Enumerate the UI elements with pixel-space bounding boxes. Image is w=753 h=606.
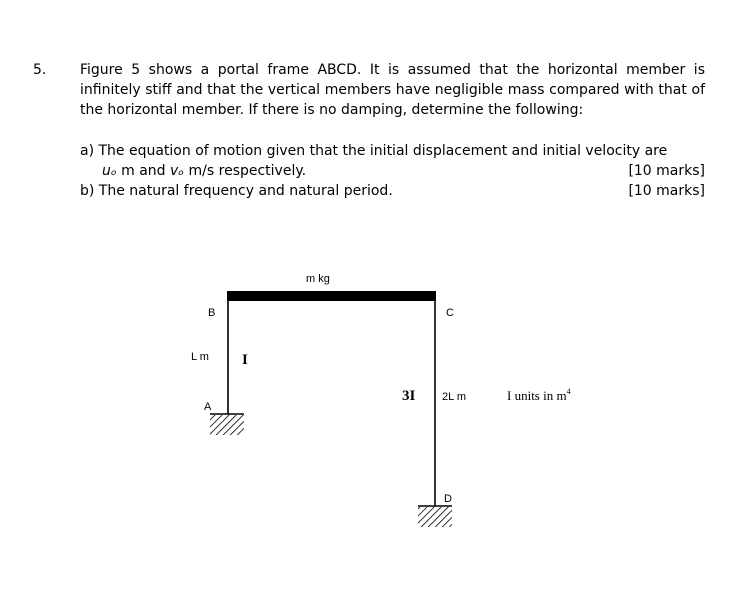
initial-displacement-symbol: uₒ (102, 163, 117, 179)
part-b-marks: [10 marks] (628, 183, 705, 199)
fixed-support-d (418, 506, 452, 527)
initial-velocity-symbol: vₒ (170, 163, 185, 179)
fixed-support-a (210, 414, 244, 435)
right-inertia-label: 3I (402, 388, 416, 404)
rigid-beam (227, 291, 436, 301)
question-number: 5. (33, 62, 47, 78)
joint-b-label: B (208, 307, 216, 319)
joint-d-label: D (444, 493, 452, 505)
question-paragraph: Figure 5 shows a portal frame ABCD. It is assumed that the horizontal member is infinitely stiff and that the vertical members have negligible mass compared with that of the horizontal member. If there is no damping, determine the following: (80, 62, 705, 118)
part-b-text: b) The natural frequency and natural period. (80, 183, 393, 199)
left-inertia-label: I (242, 352, 248, 368)
part-a-text-end: m/s respectively. (184, 163, 307, 179)
units-note-text: I units in m (507, 388, 567, 403)
units-note (507, 387, 571, 403)
joint-c-label: C (446, 307, 454, 319)
units-note-exponent: 4 (566, 387, 571, 396)
joint-a-label: A (204, 401, 212, 413)
part-a-marks: [10 marks] (628, 163, 705, 179)
left-length-label: L m (191, 351, 209, 363)
part-a-line1: a) The equation of motion given that the initial displacement and initial velocity are (80, 143, 668, 159)
part-a-text-mid: m and (116, 163, 170, 179)
right-length-label: 2L m (442, 391, 467, 403)
mass-label: m kg (306, 273, 330, 285)
